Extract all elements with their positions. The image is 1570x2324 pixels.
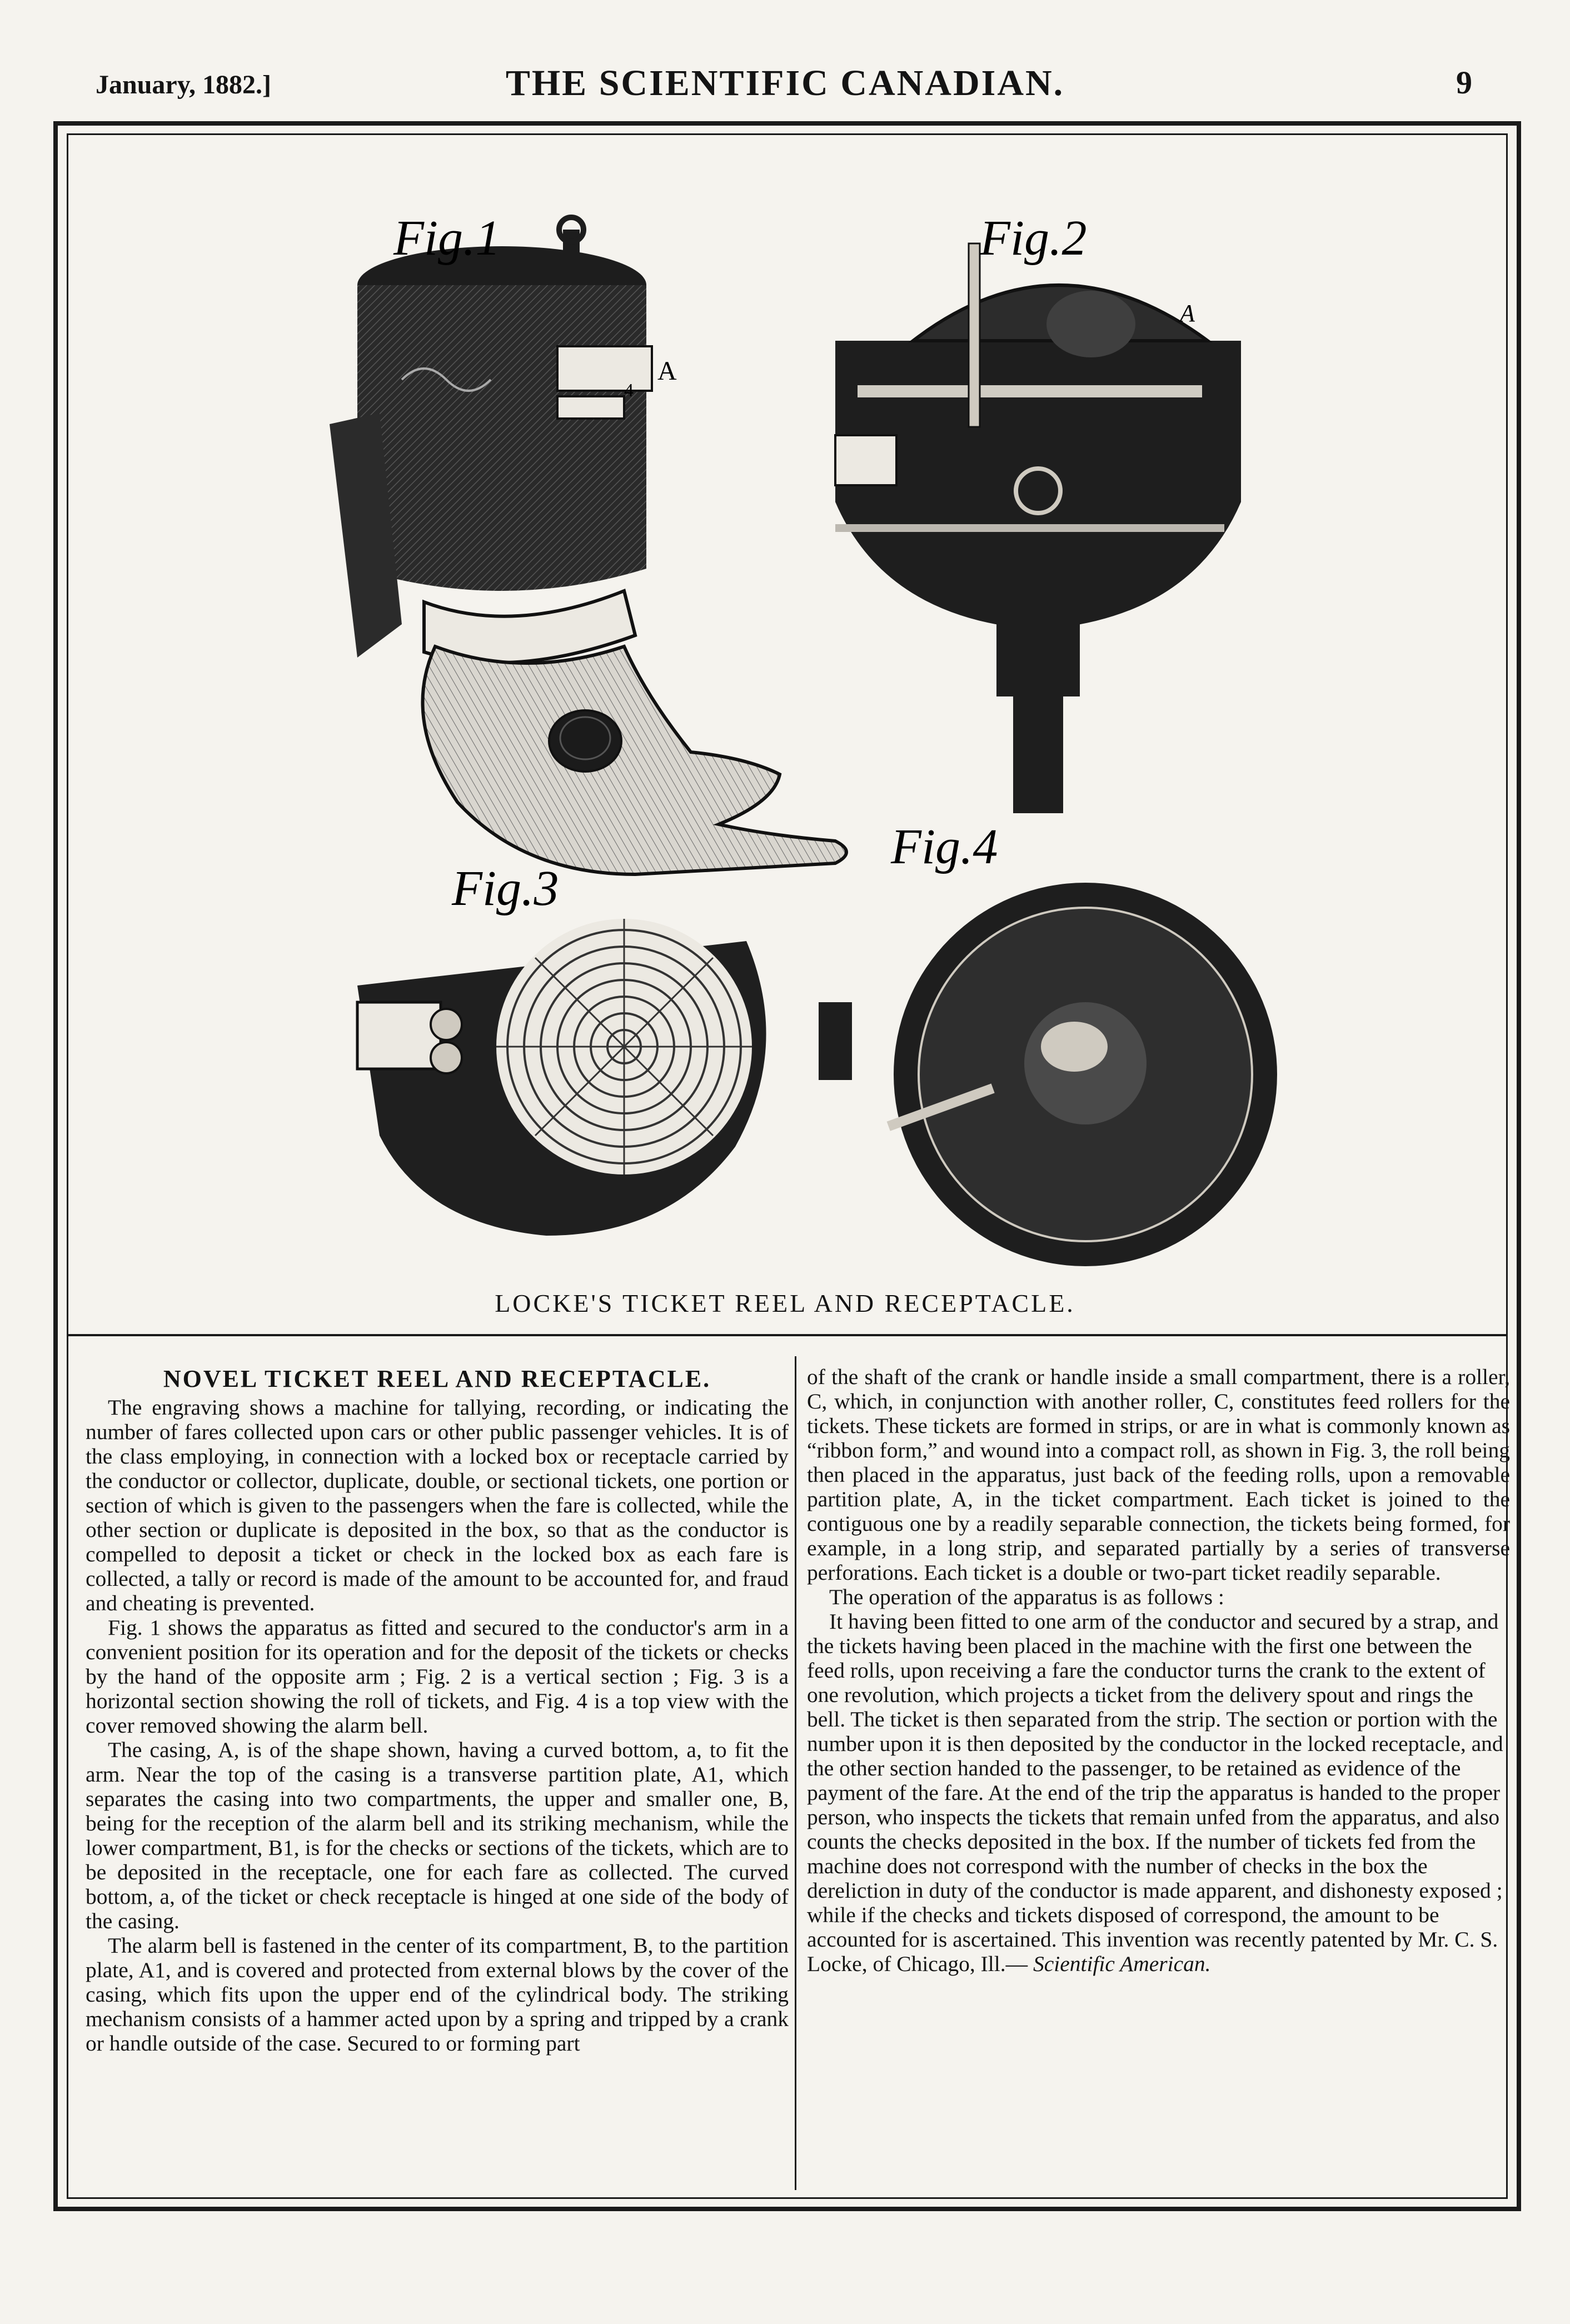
article-paragraph: of the shaft of the crank or handle inside a small compartment, there is a roller, C, which, in conjunction with another roller, C, constitutes feed rollers for the tickets. These tickets are formed in strips, or are in what is commonly known as “ribbon form,” and wound into a compact roll, as shown in Fig. 3, the roll being then placed in the apparatus, just back of the feeding rolls, upon a removable partition plate, A, in the ticket compartment. Each ticket is joined to the contiguous one by a readily separable connection, the tickets being formed, for example, in a long strip, and separated partially by a series of transverse perforations. Each ticket is a double or two-part ticket readily separable. [807,1365,1510,1585]
fig1-marker-a: A [657,356,677,386]
article-paragraph: The casing, A, is of the shape shown, having a curved bottom, a, to fit the arm. Near the top of the casing is a transverse partition plate, A1, which separates the casing into two compartments, the upper and smaller one, B, being for the reception of the alarm bell and its striking mechanism, while the lower compartment, B1, is for the checks or sections of the tickets, which are to be deposited in the receptacle, one for each fare as collected. The curved bottom, a, of the ticket or check receptacle is hinged at one side of the body of the casing. [86,1738,789,1933]
article-source: Scientific American. [1033,1952,1211,1976]
caption-divider [68,1334,1506,1336]
article-paragraph: The alarm bell is fastened in the center of its compartment, B, to the partition plate, A1, and is covered and protected from external blows by the cover of the casing, which fits upon the upper end of the cylindrical body. The striking mechanism consists of a hammer acted upon by a spring and tripped by a crank or handle outside of the case. Secured to or forming part [86,1933,789,2056]
illustration-caption: LOCKE'S TICKET REEL AND RECEPTACLE. [495,1289,1075,1317]
article-column-left [86,1365,789,2187]
article-paragraph: The engraving shows a machine for tallying, recording, or indicating the number of fares collected upon cars or other public passenger vehicles. It is of the class employing, in connection with a locked box or receptacle carried by the conductor or collector, duplicate, double, or sectional tickets, one portion or section of which is given to the passengers when the fare is collected, while the other section or duplicate is deposited in the box, so that as the conductor is compelled to deposit a ticket or check in the locked box as each fare is collected, a tally or record is made of the amount to be accounted for, and fraud and cheating is prevented. [86,1395,789,1615]
publication-title: THE SCIENTIFIC CANADIAN. [505,63,1065,103]
ticket-number: 4 [624,380,634,401]
figure-1 [330,217,846,874]
fig2-marker-a: A [1180,300,1195,327]
figure-2 [835,243,1241,813]
figure-3 [357,919,766,1236]
article-paragraph: The operation of the apparatus is as follows : [829,1585,1224,1609]
article-paragraph [807,1609,1510,1976]
article-column-right [807,1365,1510,2187]
fig4-label: Fig.4 [891,819,998,874]
column-divider [795,1356,796,2190]
issue-date: January, 1882.] [96,70,272,99]
article-paragraph-text: It having been fitted to one arm of the conductor and secured by a strap, and the tickets having been placed in the machine with the first one between the feed rolls, upon receiving a fare the conductor turns the crank to the extent of one revolution, which projects a ticket from the delivery spout and rings the bell. The ticket is then separated from the strip. The section or portion with the number upon it is then deposited by the conductor in the locked receptacle, and the other section handed to the passenger, to be retained as evidence of the payment of the fare. At the end of the trip the apparatus is handed to the proper person, who inspects the tickets that remain unfed from the apparatus, and also counts the checks deposited in the box. If the number of tickets fed from the machine does not correspond with the number of checks in the box the dereliction in duty of the conductor is made apparent, and dishonesty exposed ; while if the checks and tickets disposed of correspond, the amount to be accounted for is ascertained. This invention was recently patented by Mr. C. S. Locke, of Chicago, Ill.— [807,1609,1503,1976]
figure-4 [819,883,1277,1266]
fig1-label: Fig.1 [393,211,501,266]
fig2-label: Fig.2 [980,211,1087,266]
page-number: 9 [1456,64,1472,101]
article-title: NOVEL TICKET REEL AND RECEPTACLE. [163,1365,711,1392]
fig3-label: Fig.3 [452,861,559,916]
engraving-illustration [68,135,1506,1291]
article-paragraph: Fig. 1 shows the apparatus as fitted and secured to the conductor's arm in a convenient position for its operation and for the deposit of the tickets or checks by the hand of the opposite arm ; Fig. 2 is a vertical section ; Fig. 3 is a horizontal section showing the roll of tickets, and Fig. 4 is a top view with the cover removed showing the alarm bell. [86,1615,789,1738]
page-header [0,0,1570,133]
